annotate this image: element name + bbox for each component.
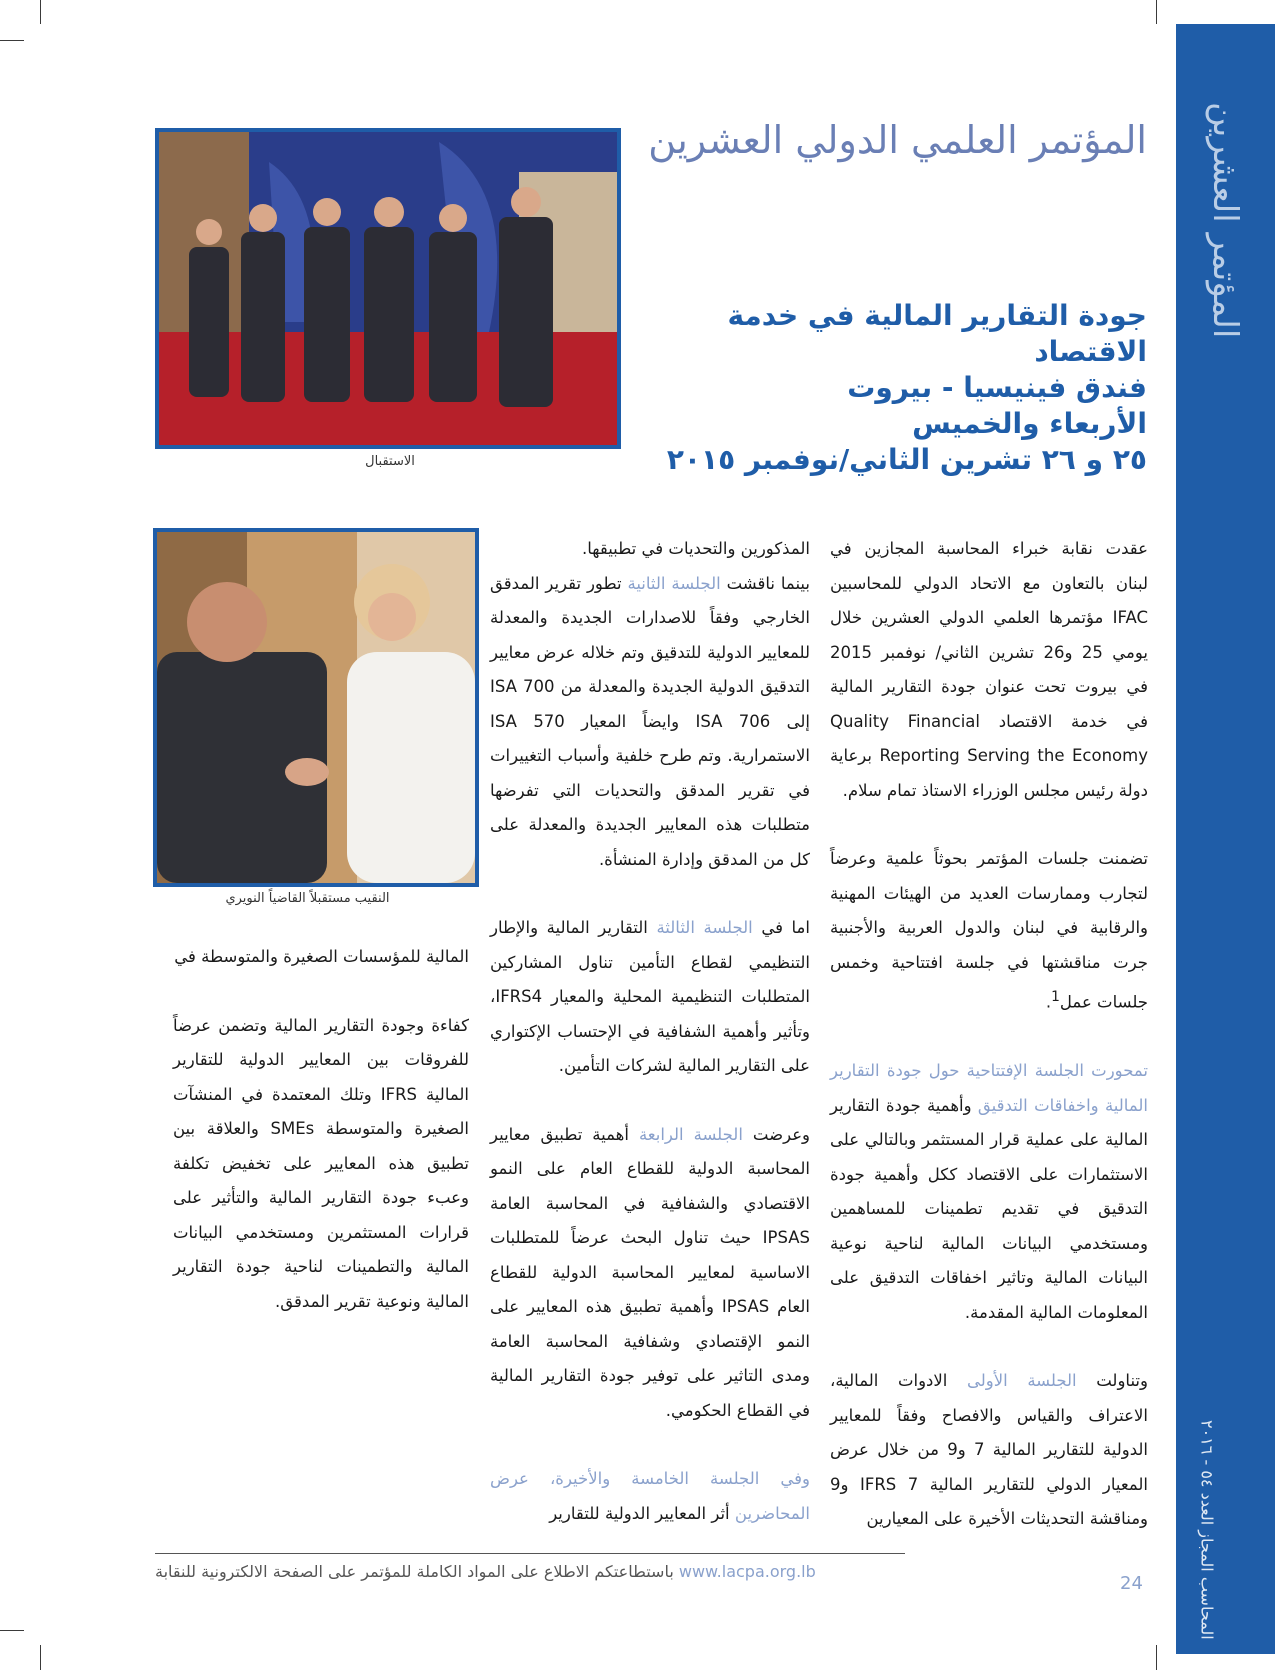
subtitle-line: الأربعاء والخميس <box>912 407 1147 440</box>
event-subtitle <box>637 298 1147 478</box>
footnote-text: باستطاعتكم الاطلاع على المواد الكاملة للمؤتمر على الصفحة الالكترونية للنقابة <box>155 1562 674 1581</box>
subtitle-line: فندق فينيسيا - بيروت <box>847 371 1147 404</box>
paragraph: المذكورين والتحديات في تطبيقها. <box>581 539 810 558</box>
paragraph: عقدت نقابة خبراء المحاسبة المجازين في لبنان بالتعاون مع الاتحاد الدولي للمحاسبين IFAC مؤتمرها العلمي الدولي العشرين خلال يومي 25 و26 تشرين الثاني/ نوفمبر 2015 في بيروت تحت عنوان جودة التقارير المالية في خدمة الاقتصاد Quality Financial Reporting Serving the Economy برعاية دولة رئيس مجلس الوزراء الاستاذ تمام سلام. <box>830 539 1148 800</box>
page-number: 24 <box>1120 1573 1143 1594</box>
paragraph: بينما ناقشت الجلسة الثانية تطور تقرير المدقق الخارجي وفقاً للاصدارات الجديدة والمعدلة للمعايير الدولية للتدقيق وتم خلاله عرض معايير التدقيق الدولية الجديدة والمعدلة من ISA 700 إلى ISA 706 وايضاً المعيار 570 ISA الاستمرارية. وتم طرح خلفية وأسباب التغييرات في تقرير المدقق والتحديات التي تفرضها متطلبات هذه المعايير الجديدة والمعدلة على كل من المدقق وإدارة المنشأة. <box>490 573 811 869</box>
paragraph: وعرضت الجلسة الرابعة أهمية تطبيق معايير المحاسبة الدولية للقطاع العام على النمو الاقتصادي والشفافية في المحاسبة العامة IPSAS حيث تناول البحث عرضاً للمتطلبات الاساسية لمعايير المحاسبة الدولية للقطاع العام IPSAS وأهمية تطبيق هذه المعايير على النمو الإقتصادي وشفافية المحاسبة العامة ومدى التاثير على توفير جودة التقارير المالية في القطاع الحكومي. <box>490 1124 811 1420</box>
article-column-left <box>173 940 469 1353</box>
section-title-vertical: المؤتمر العشرين <box>1205 101 1245 339</box>
crop-mark <box>0 40 24 41</box>
subtitle-line: جودة التقارير المالية في خدمة الاقتصاد <box>727 299 1147 368</box>
paragraph: وتناولت الجلسة الأولى الادوات المالية، الاعتراف والقياس والافصاح وفقاً للمعايير الدولية للتقارير المالية 7 و9 من خلال عرض المعيار الدولي للتقارير المالية IFRS 7 و9 ومناقشة التحديثات الأخيرة على المعيارين <box>830 1371 1148 1528</box>
paragraph: تضمنت جلسات المؤتمر بحوثاً علمية وعرضاً لتجارب وممارسات العديد من الهيئات المهنية والرقابية في لبنان والدول العربية والأجنبية جرت مناقشتها في جلسة افتتاحية وخمس جلسات عمل$^1$. <box>830 849 1148 1012</box>
subtitle-line: ٢٥ و ٢٦ تشرين الثاني/نوفمبر ٢٠١٥ <box>666 443 1147 476</box>
paragraph: تمحورت الجلسة الإفتتاحية حول جودة التقارير المالية واخفاقات التدقيق وأهمية جودة التقارير المالية على عملية قرار المستثمر وبالتالي على الاستثمارات على الاقتصاد ككل وأهمية جودة التدقيق في تقديم تطمينات للمساهمين ومستخدمي البيانات المالية لناحية نوعية البيانات المالية وتاثير اخفاقات التدقيق على المعلومات المالية المقدمة. <box>830 1061 1148 1322</box>
crop-mark <box>1156 1645 1157 1670</box>
paragraph: كفاءة وجودة التقارير المالية وتضمن عرضاً للفروقات بين المعايير الدولية للتقارير المالية IFRS وتلك المعتمدة في المنشآت الصغيرة والمتوسطة SMEs والعلاقة بين تطبيق هذه المعايير على تخفيض تكلفة وعبء جودة التقارير المالية والتأثير على قرارات المستثمرين ومستخدمي البيانات المالية والتطمينات لناحية جودة التقارير المالية ونوعية تقرير المدقق. <box>173 1015 469 1311</box>
paragraph: وفي الجلسة الخامسة والأخيرة، عرض المحاضرين أثر المعايير الدولية للتقارير <box>490 1469 810 1523</box>
footnote-marker: 1 <box>1051 989 1060 1005</box>
reception-caption: الاستقبال <box>365 454 415 469</box>
handshake-caption: النقيب مستقبلاً القاضياً النويري <box>225 891 390 906</box>
website-link[interactable]: www.lacpa.org.lb <box>678 1562 816 1581</box>
reception-photo <box>155 128 621 449</box>
crop-mark <box>40 0 41 24</box>
footnote-divider <box>155 1553 905 1554</box>
issue-label-vertical: المحاسب المجاز العدد ٥٤ - ٢٠١٦ <box>1197 1420 1217 1640</box>
article-column-right <box>830 532 1148 1571</box>
footnote <box>155 1562 915 1581</box>
crop-mark <box>1156 0 1157 24</box>
article-column-middle <box>490 532 810 1565</box>
handshake-photo <box>153 528 479 887</box>
crop-mark <box>40 1645 41 1670</box>
paragraph: اما في الجلسة الثالثة التقارير المالية والإطار التنظيمي لقطاع التأمين تناول المشاركين المتطلبات التنظيمية المحلية والمعيار IFRS4، وتأثير وأهمية الشفافية في الإحتساب الإكتواري على التقارير المالية لشركات التأمين. <box>490 918 810 1075</box>
paragraph: المالية للمؤسسات الصغيرة والمتوسطة في <box>174 947 469 966</box>
page-title: المؤتمر العلمي الدولي العشرين <box>648 118 1147 162</box>
crop-mark <box>0 1630 24 1631</box>
